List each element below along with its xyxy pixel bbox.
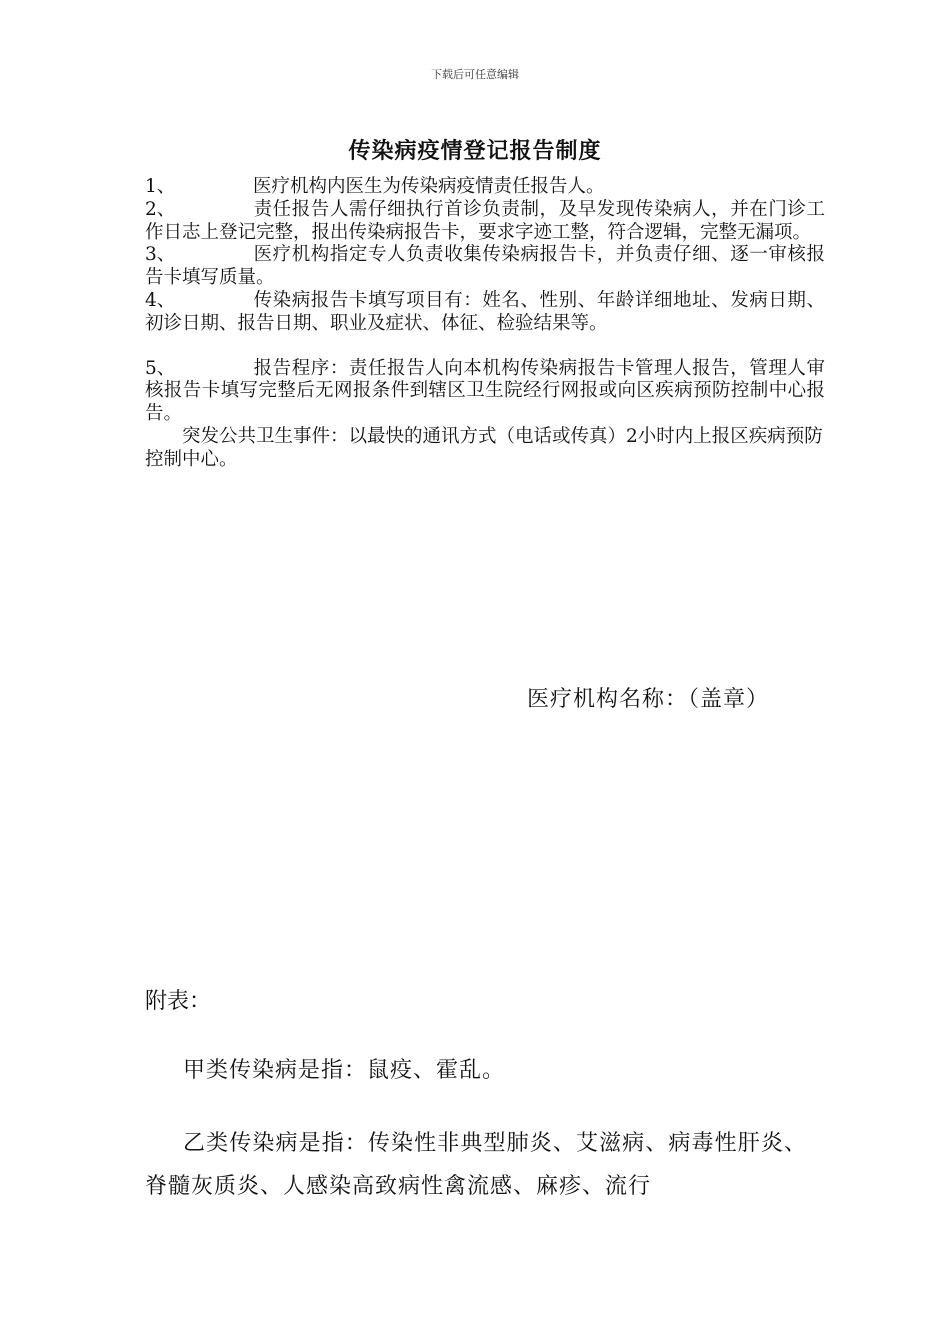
clause-number: 5、 [145,357,176,379]
clause-number: 3、 [145,244,176,266]
clause-text: 医疗机构指定专人负责收集传染病报告卡，并负责仔细、逐一审核报告卡填写质量。 [145,244,825,289]
clause-1 [145,176,825,199]
regulation-body [145,176,825,472]
category-a-diseases: 甲类传染病是指：鼠疫、霍乱。 [183,1058,506,1083]
clause-3 [145,244,825,290]
clause-text: 责任报告人需仔细执行首诊负责制，及早发现传染病人，并在门诊工作日志上登记完整，报出传染病报告卡，要求字迹工整，符合逻辑，完整无漏项。 [145,198,825,243]
emergency-note: 突发公共卫生事件：以最快的通讯方式（电话或传真）2小时内上报区疾病预防控制中心。 [145,425,823,470]
page-title: 传染病疫情登记报告制度 [348,138,602,164]
header-note: 下载后可任意编辑 [431,68,519,81]
clause-text: 传染病报告卡填写项目有：姓名、性别、年龄详细地址、发病日期、初诊日期、报告日期、职业及症状、体征、检验结果等。 [145,289,825,334]
clause-2 [145,199,825,245]
clause-5 [145,358,825,426]
appendix-label: 附表： [145,989,212,1014]
clause-text: 报告程序：责任报告人向本机构传染病报告卡管理人报告，管理人审核报告卡填写完整后无网报条件到辖区卫生院经行网报或向区疾病预防控制中心报告。 [145,357,825,425]
institution-signature: 医疗机构名称：（盖章） [527,687,770,712]
clause-4 [145,290,825,336]
clause-number: 1、 [145,176,176,197]
category-b-diseases: 乙类传染病是指：传染性非典型肺炎、艾滋病、病毒性肝炎、脊髓灰质炎、人感染高致病性禽流感、麻疹、流行 [145,1131,807,1199]
clause-number: 2、 [145,198,176,220]
clause-number: 4、 [145,289,176,311]
clause-text: 医疗机构内医生为传染病疫情责任报告人。 [253,176,605,197]
